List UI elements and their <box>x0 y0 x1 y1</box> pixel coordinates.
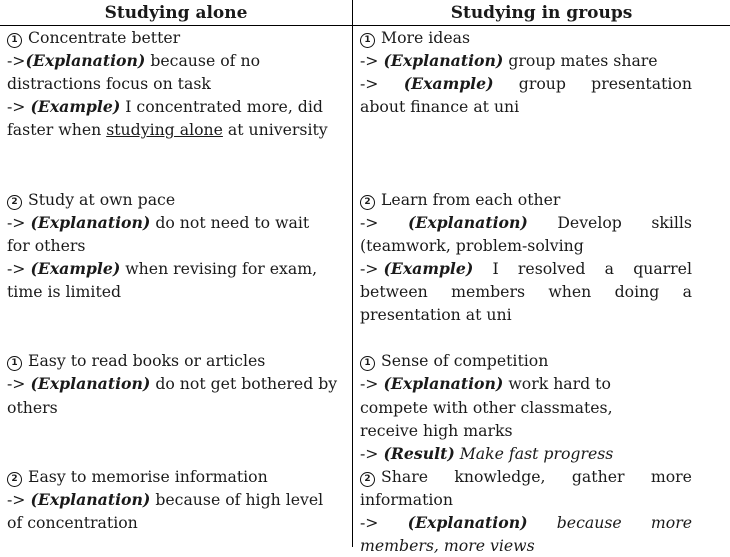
example-line: -> (Example) I resolved a quarrel <box>360 258 692 278</box>
circled-number: 1 <box>360 356 375 371</box>
circled-number: 1 <box>360 33 375 48</box>
example-line: time is limited <box>7 282 122 302</box>
explanation-line: -> (Explanation) do not need to wait <box>7 212 310 232</box>
circled-number: 2 <box>360 195 375 210</box>
point-title: 1 More ideas <box>360 26 692 49</box>
column-studying-in-groups <box>360 26 692 557</box>
circled-number: 2 <box>7 472 22 487</box>
explanation-line: receive high marks <box>360 420 513 440</box>
explanation-line: others <box>7 397 58 417</box>
point-title: 1 Sense of competition <box>360 349 692 372</box>
example-line: about finance at uni <box>360 97 520 117</box>
circled-number: 2 <box>360 472 375 487</box>
explanation-line: -> (Explanation) because of high level <box>7 489 324 509</box>
circled-number: 1 <box>7 356 22 371</box>
column-studying-alone <box>7 26 349 534</box>
point-title: 2 Share knowledge, gather more <box>360 465 692 488</box>
point-title: information <box>360 489 453 509</box>
explanation-line: -> (Explanation) group mates share <box>360 51 658 71</box>
explanation-line: members, more views <box>360 536 535 556</box>
explanation-line: (teamwork, problem-solving <box>360 235 584 255</box>
example-line: faster when studying alone at university <box>7 120 328 140</box>
point-title: 2 Easy to memorise information <box>7 465 349 488</box>
explanation-line: distractions focus on task <box>7 74 211 94</box>
example-line: -> (Example) when revising for exam, <box>7 258 318 278</box>
explanation-line: ->(Explanation) because of no <box>7 51 261 71</box>
example-line: presentation at uni <box>360 305 512 325</box>
point-title: 2 Study at own pace <box>7 188 349 211</box>
circled-number: 2 <box>7 195 22 210</box>
example-line: -> (Example) I concentrated more, did <box>7 97 323 117</box>
explanation-line: -> (Explanation) Develop skills <box>360 212 692 232</box>
explanation-line: -> (Explanation) do not get bothered by <box>7 374 338 394</box>
point-title: 1 Concentrate better <box>7 26 349 49</box>
column-divider <box>352 0 353 547</box>
point-title: 1 Easy to read books or articles <box>7 349 349 372</box>
explanation-line: for others <box>7 235 86 255</box>
point-title: 2 Learn from each other <box>360 188 692 211</box>
header-studying-alone: Studying alone <box>104 3 248 23</box>
explanation-line: of concentration <box>7 512 138 532</box>
explanation-line: -> (Explanation) because more <box>360 512 692 532</box>
header-studying-in-groups: Studying in groups <box>450 3 633 23</box>
explanation-line: -> (Explanation) work hard to <box>360 374 611 394</box>
circled-number: 1 <box>7 33 22 48</box>
example-line: between members when doing a <box>360 282 692 302</box>
example-line: -> (Example) group presentation <box>360 74 692 94</box>
explanation-line: compete with other classmates, <box>360 397 613 417</box>
result-line: -> (Result) Make fast progress <box>360 443 614 463</box>
